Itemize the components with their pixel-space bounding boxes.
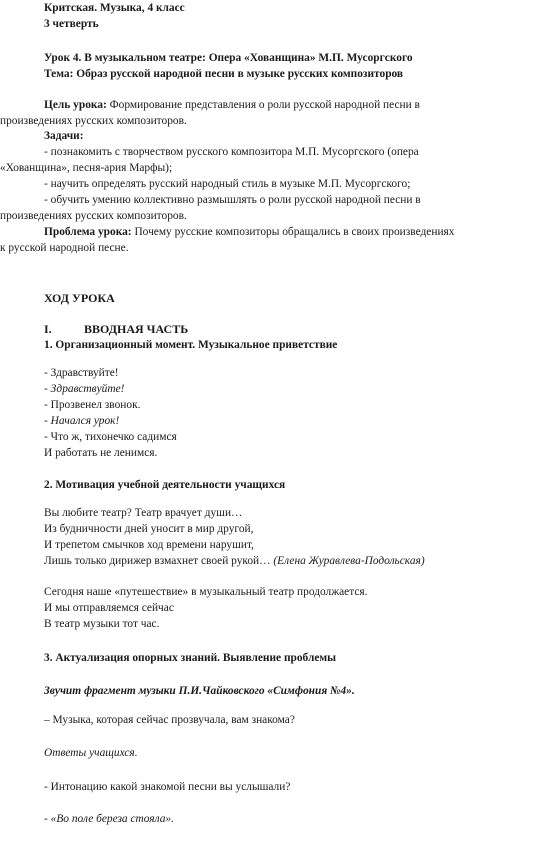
section-1-heading: 1. Организационный момент. Музыкальное приветствие [44,339,338,351]
goal-line-1 [44,98,420,112]
poem-author: (Елена Журавлева-Подольская) [273,555,425,567]
header-quarter: 3 четверть [44,18,99,30]
greeting-line-2: - Здравствуйте! [44,383,125,395]
journey-line-2: И мы отправляемся сейчас [44,602,174,614]
journey-line-3: В театр музыки тот час. [44,618,160,630]
part1-num: I. [44,322,52,336]
lesson-title: Урок 4. В музыкальном театре: Опера «Хованщина» М.П. Мусоргского [44,52,413,64]
question-2: - Интонацию какой знакомой песни вы услышали? [44,781,291,793]
greeting-line-3: - Прозвенел звонок. [44,399,141,411]
task-item-2: - научить определять русский народный стиль в музыке М.П. Мусоргского; [44,178,411,190]
greeting-line-4: - Начался урок! [44,415,120,427]
poem-line-4-text: Лишь только дирижер взмахнет своей рукой… [44,555,271,567]
part1-title: ВВОДНАЯ ЧАСТЬ [84,322,189,336]
task-item-3a: - обучить умению коллективно размышлять о роли русской народной песни в [44,194,421,206]
goal-label: Цель урока: [44,99,107,111]
poem-line-4 [44,554,425,568]
problem-label: Проблема урока: [44,226,132,238]
student-answers: Ответы учащихся. [44,747,138,759]
section-3-heading: 3. Актуализация опорных знаний. Выявление проблемы [44,652,337,664]
course-heading: ХОД УРОКА [44,291,115,305]
greeting-line-6: И работать не ленимся. [44,447,158,459]
answer-song: - «Во поле береза стояла». [44,813,174,825]
music-fragment: Звучит фрагмент музыки П.И.Чайковского «Симфония №4». [44,685,355,697]
poem-line-2: Из будничности дней уносит в мир другой, [44,523,254,535]
task-item-1a: - познакомить с творчеством русского композитора М.П. Мусоргского (опера [44,146,419,158]
journey-line-1: Сегодня наше «путешествие» в музыкальный театр продолжается. [44,586,368,598]
poem-line-3: И трепетом смычков ход времени нарушит, [44,539,254,551]
header-author: Критская. Музыка, 4 класс [44,2,185,14]
greeting-line-5: - Что ж, тихонечко садимся [44,431,177,443]
lesson-theme: Тема: Образ русской народной песни в музыке русских композиторов [44,68,404,80]
problem-text-1: Почему русские композиторы обращались в своих произведениях [134,226,455,238]
section-2-heading: 2. Мотивация учебной деятельности учащихся [44,479,286,491]
question-1: – Музыка, которая сейчас прозвучала, вам знакома? [44,714,295,726]
task-item-1b: «Хованщина», песня-ария Марфы); [0,162,173,174]
goal-text-2: произведениях русских композиторов. [0,115,187,127]
poem-line-1: Вы любите театр? Театр врачует души… [44,507,243,519]
greeting-line-1: - Здравствуйте! [44,367,119,379]
problem-line-1 [44,225,454,239]
goal-text-1: Формирование представления о роли русской народной песни в [109,99,420,111]
task-item-3b: произведениях русских композиторов. [0,210,187,222]
problem-text-2: к русской народной песне. [0,242,129,254]
tasks-label: Задачи: [44,130,84,142]
